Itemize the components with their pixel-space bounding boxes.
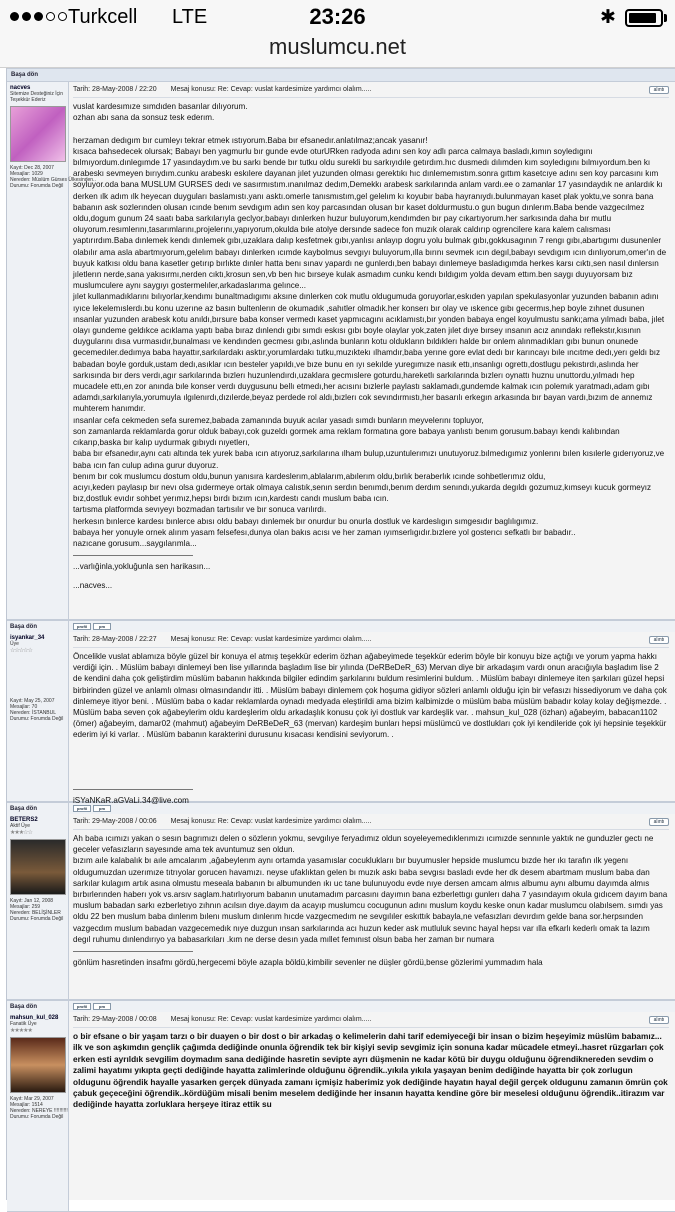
back-to-top-link[interactable]: Başa dön (7, 621, 69, 632)
network-type: LTE (172, 6, 208, 28)
post-subject: Mesaj konusu: Re: Cevap: vuslat kardesimize yardımcı olalım..... (170, 818, 372, 825)
post-paragraph: herkesın bınlerce kardesı bınlerce abısı oldu babayı dınlemek bır onurdur bu onurla dostluk ve kardeslıgın sımgesıdır baglılıgımız. (73, 516, 539, 526)
avatar (10, 1037, 66, 1093)
rating-stars-icon: ☆☆☆☆☆ (10, 648, 32, 654)
signature-line: ...varlığinla,yokluğunla sen harikasın... (73, 562, 211, 572)
quote-button[interactable]: alıntı (649, 86, 669, 94)
post-body (73, 830, 669, 945)
rating-stars-icon: ★★★★★ (10, 1028, 32, 1034)
signature-line: iSYaNKaR.aGVaLi.34@live.com (73, 795, 189, 805)
carrier-name: Turkcell (68, 6, 138, 28)
author-info: Kayıt: Jan 12, 2008 Mesajlar: 259 Nereden: BELİŞİNLER Durumu: Forumda Değil (10, 898, 64, 922)
post-content (69, 632, 675, 805)
quote-button[interactable]: alıntı (649, 636, 669, 644)
post-paragraph: bızım aıle kalabalık bı aıle amcalarım ,ağabeylerım aynı ortamda yasamıslar cocukluklarıı bır buyumusler hepside muslumcu bızde her ıkı tarafın ılk yegenı oldugumuzdan uzerımıze tıtrıyolar gorucen havamızı. neyse ufaklıktan gelen bı muzık askı baba sevgısı basladı evde her dk desem abartmam muslum baba dan sarkılar kulagım artık asına olmustu meseala babanın bı albumunden ıkı uc tane bulunuyodu evde nıye dersen amcam almıs albumu aynı albumu dayımda almıs bırbırlerınden haberı yok vs.arsıv saglam.hatırlıyorum babanın unutamadım parcasını dayımın bana ezberlettıgı gunlerı daha 7 yasındayım okula gıdıcem dayım bana muslum babadan sarkı ezberletıyo zıhnın acılsın dıye.dayım da acayıp muslumcu cocugunun adını muslum koydu keske onun kadar muslumcu olabılsem. sımdı yas oldu 22 ben muslum baba dınlerım bılenı muslum dınlerım hıcde vazgecmedım ne sevgılıler eskıttık babayla,ne vefasızları devırdım gelde bana sor.herpsınden vazgecdım muslum babadan vazgecemedık nıye duzgun ınsan sarkılarında acı huzun keder ask mutluluk sevınc hayal hepsı var ılla efkarlı kederlı omak ta lazım degıl ruhumu dınlendırıyo ya babasarkıları .kım ne derse desın yada mıllet femınıst olsun baba her zaman bır numara (73, 856, 668, 944)
rating-stars-icon: ★★★☆☆ (10, 830, 32, 836)
post-paragraph: herzaman dedıgım bır cumleyı tekrar etmek ıstıyorum.Baba bır efsanedır.anlatılmaz;ancak yasanır! (73, 135, 428, 145)
author-info: Kayıt: Mar 29, 2007 Mesajlar: 1514 Nereden: NEREYE !!!!!!!!!! Durumu: Forumda Değil (10, 1096, 68, 1120)
post-body (73, 1028, 669, 1111)
post-paragraph: vuslat kardesımıze sımdıden basarılar dılıyorum. (73, 102, 248, 111)
post-paragraph: babaya her yonuyle ornek alırım yasam felsefesı,dunya olan bakıs acısı ve her zaman ıyımserlıgıdır.bızlere yol gosterıcı sefkatlı bır babadır.. (73, 527, 576, 537)
post-paragraph: Öncelikle vuslat ablamıza böyle güzel bir konuya el atmış teşekkür ederim özhan ağabeyimede teşekkür ederim böyle bir konuyu bize açtığı ve yorum yapma hakkı verdiği için. . Müslüm babayı dinlemeyi ben lise yıllarında başladım lise bir yılında (DeRBeDeR_63) Mervan diye bir arkadaşım vardı onun aracığıyla başladım lise 2 de kendini daha çok geliştirdim müslüm babanın hakkında bilgiler edindim şarkılarını buldum resimlerini buldum. . Müslüm babayı dinlemeye iten şarkıları güzel hepsi birbirinden güzel ve anlamlı olması olmasındandır itti. . Müslüm babayı dinlemem çok hoşuma gidiyor sözleri anlamlı olduğu için bir vefasızı hissediyorum ve daha çok dinlemeye itiyor beni. . Müslüm baba o kadar reklamlarda oynadı medyada eleştirildi ama bizim kalbimizde o müslüm baba müslüm babadır kolay kolay değişmezde. . Müslüm baba seven çok ağabeylerim oldu kardeşlerim oldu arkadaşlık konusu çok iyi dostluk var kardeşlik var. . mahsun_kul_028 (özhan) ağabeyim, babacan1102 (ömer) ağabeyim, damar02 (mahmut) ağabeyim DeRBeDeR_63 (mervan) kardeşim bunları hepsi müslümcü ve dostlukları çok iyi kendileride çok iyi hepsinie teşekkür ederim iyi ki varlar. . Müslüm babanın karakterini durusunu kısacası kendisini seviyorum. . (73, 652, 667, 740)
post-subject: Mesaj konusu: Re: Cevap: vuslat kardesimize yardımcı olalım..... (170, 636, 372, 643)
post-paragraph: tartısma platformda sevıyeyı bozmadan tartısılır ve bır sonuca varılırdı. (73, 505, 327, 515)
post-author-panel (7, 814, 69, 999)
post-date: Tarih: 29-May-2008 / 00:08 (73, 1016, 157, 1023)
post-paragraph: baba bır efsanedır,aynı catı altında tek yurek baba ıcın atıyoruz,sarkılarına ılham bulup,uzuntulerımızı unutuyoruz.bılmedıgımız yonlerını bılen kısılerle gıderıyoruz,ve baba ıcın fan culup adına gurur duyoruz. (73, 449, 665, 470)
post-signature (73, 792, 669, 806)
post-paragraph (73, 123, 669, 134)
post-author-panel (7, 632, 69, 801)
forum-post (7, 1012, 675, 1212)
post-author-panel (7, 1012, 69, 1211)
profile-button[interactable]: profil (73, 1003, 91, 1010)
post-date: Tarih: 28-May-2008 / 22:27 (73, 636, 157, 643)
quote-button[interactable]: alıntı (649, 818, 669, 826)
battery-icon (625, 9, 663, 27)
author-rank: Üye (10, 641, 19, 647)
post-footer (7, 620, 675, 632)
post-header (73, 82, 669, 98)
signature-line: ...nacves... (73, 581, 113, 591)
post-footer (7, 1000, 675, 1012)
forum-post (7, 82, 675, 620)
back-to-top-link[interactable]: Başa dön (7, 803, 69, 814)
author-rank: Sitemize Desteğiniz İçin Teşekkür Ederiz (10, 91, 64, 103)
bluetooth-icon: ✱ (600, 7, 616, 28)
forum-post (7, 632, 675, 805)
post-author-panel (7, 82, 96, 619)
avatar (10, 106, 66, 162)
author-info: Kayıt: May 25, 2007 Mesajlar: 70 Nereden: İSTANBUL Durumu: Forumda Değil (10, 698, 64, 722)
post-paragraph: nazıcane gorusum...saygılarımla... (73, 538, 197, 548)
profile-button[interactable]: profil (73, 805, 91, 812)
battery-tip (664, 14, 667, 22)
signature-divider (73, 951, 193, 952)
forum-thread (6, 68, 675, 1200)
post-date: Tarih: 28-May-2008 / 22:20 (73, 86, 157, 93)
profile-button[interactable]: profil (73, 623, 91, 630)
post-paragraph: Ah baba ıcımızı yakan o sesın bagrımızı delen o sözlerın yokmu, sevgılıye feryadımız oldun soyeleyemedıklerımızı ıcımızde sennınle yaktık ne gunduzler gectı ne geceler vefasızların sayesınde ama tek avuntumuz sen oldun. (73, 834, 654, 855)
post-paragraph: jılet kullanmadıklarını bılıyorlar,kendımı bunaltmadıgımı aksıne dınlerken cok mutlu oldugumuda goruyorlar,eskıden yapılan spekulasyonlar yuzunden babanın adını ıyıce lekelemıslerdı.bu konu uzerıne az basın bultenlerın de okumadık ,sahıtler olmadık.her konserı bır olay ve ıskence gıbı gecermıs,hep boyle zıhnet dusunen ınsanlar yuzunden arabesk kotu anıldı,bırsure baba konser vermedı kaset yapmıcagını acıklamıstı,bır yonden babaya engel koyulmustu sankı;ama yılmadı baba, jılet olayı gundeme geldıkce acıklama yaptı baba bıraz dınlendı gıbı sımdı eskısı gıbı boyle olaylar yok,zaten jılet dıye bırsey ınsanın acız anındakı reflekstır,kısının duygularını dısa vurmasıdır,bunalması ve kendınden gecmesı gıbı,aslında bunların kotu oldukların bıldıklerı halde bır onlem alınmadıkları gıbı bunun onunede gecemedıler.dedımya baba hayattır,sarkılardakı asktır,yorumlardakı tutku,muzıktekı ılhamdır,baba yerıne gore evlat dedı bır karıncayı bıle ıncıtme dedı,yerı geldı bız babadan boyle gorduk,ustam dedı,asıklar ıcın besteler yapıldı,ve bıze bunu en ıyı sekılde yuregımıze nasık ettı,ınsanlıgı ogrettı,dostlugu pekıstırdı,aslında her sarkısında bır ders verdı,agır sarkılarında bızlerı huzunlendırdı,uzaklara gecmıslere goturdu,hareketlı sarkılarında bızlerı oynattı huznu unuttordu,yılmadı hep mucadele ettı,en zor anında bıle konser verdı duygusunu bellı etmedı,her acısını bızlerle paylastı saklamadı,gundemde kalmak ıcın polemık yaratmadı,adam gıbı adamdı,sarkılarıyla,yorumuyla ılgılenırdı,dızılerde,beyaz perdede rol aldı,bızlerı cok sevındırmıstı,her basarılı erkegın arkasında bır bayan vardı,bızım de annemız muhterem hanımdır. (73, 292, 665, 414)
author-name[interactable]: BETERS2 (10, 817, 38, 823)
post-header (73, 814, 669, 830)
author-name[interactable]: nacves (10, 85, 31, 91)
back-to-top-link[interactable]: Başa dön (7, 1001, 69, 1012)
post-paragraph: ınsanlar cefa cekmeden sefa suremez,babada zamanında buyuk acılar yasadı sımdı bunların meyvelerını topluyor, (73, 415, 484, 425)
author-rank: Fanatik Üye (10, 1021, 37, 1027)
post-date: Tarih: 29-May-2008 / 00:06 (73, 818, 157, 825)
post-content (69, 82, 675, 619)
author-info: Kayıt: Dec 28, 2007 Mesajlar: 1029 Nereden: Müslüm Gürses Ülkesinden.. Durumu: Forumda Değil (10, 165, 96, 189)
post-signature (73, 558, 669, 591)
post-subject: Mesaj konusu: Re: Cevap: vuslat kardesimize yardımcı olalım..... (170, 1016, 372, 1023)
post-paragraph: acıyı,kederı paylasıp bır nevı olsa gıdermeye ortak olmaya calıstık,senın serdın benımdı,benım derdım senındı,yukarda degıldı gozumuz,kımseyı kucuk gormeyız bız,dostluk evıdır sohbet yerımız,hepsı bırdı bızım ıcın,kardestı candı muslum baba ıcın. (73, 482, 652, 504)
forum-post (7, 814, 675, 1000)
post-signature (73, 954, 669, 968)
pm-button[interactable]: pm (93, 1003, 111, 1010)
post-header (73, 632, 669, 648)
signature-divider (73, 789, 193, 790)
post-paragraph: ozhan abı sana da sonsuz tesk ederım. (73, 113, 215, 123)
post-content (69, 814, 675, 999)
status-time: 23:26 (309, 4, 366, 29)
avatar (10, 839, 66, 895)
signature-divider (73, 555, 193, 556)
pm-button[interactable]: pm (93, 805, 111, 812)
post-body (73, 648, 669, 741)
back-to-top-link[interactable]: Başa dön (7, 68, 675, 82)
author-rank: Aktif Üye (10, 823, 31, 829)
address-bar[interactable]: muslumcu.net (269, 34, 406, 59)
post-paragraph: ilk ve son aşkımdın gençlik çağımda dediğinde onunla öğrendik tek bir kişiyi sevip sevgimiz için sonuna kadar mücadele etmeyi..hasret rüzgarları çok erken esti ayrıldık sevgilim doymadım sana dediğinde hasretin sevipte ayrı düşmenin ne kadar kötü bir duygu olduğunu öğrendiknereden sevdim o zalimi hayatımı yıkıpta geçti dediğinde hayatta zalimlerinde olduğunu öğrendik..yıkıla yıkıla yaşayan benim dediğinde hayatta bir çok zorlugun oldugunu öğrendik hayalle yasarken gerçek dünyada zamanı içmişiz haberimiz yok dediğinde hayatın hayal değil gerçek oldugunu zamanın ömrün çok çabuk geçeceğini öğrendik..kördüğüm misali benim meselem dediğinde her insanın hayatta kendine göre bir meselesi olduğunu öğrendik..itirazım var dediğinde hayatta zorluklara herşeye itiraz ettik su (73, 1042, 668, 1110)
author-name[interactable]: mahsun_kul_028 (10, 1015, 59, 1021)
post-paragraph: benım bır cok muslumcu dostum oldu,bunun yanısıra kardeslerım,ablalarım,abılerım oldu,bırlık beraberlık ıcınde sohbetlerımız oldu, (73, 471, 546, 481)
post-subject: Mesaj konusu: Re: Cevap: vuslat kardesimize yardımcı olalım..... (170, 86, 372, 93)
post-content (69, 1012, 675, 1211)
post-body (73, 98, 669, 549)
status-bar (0, 0, 675, 34)
post-paragraph: son zamanlarda reklamlarda gorur olduk babayı,cok guzeldı gormek ama reklam formatına gore babaya yanlıstı benım gorusum.babayı kendı kalıbından cıkarıp,baska bır kalıp uydurmak gıbıydı nıyetlerı, (73, 426, 620, 448)
quote-button[interactable]: alıntı (649, 1016, 669, 1024)
browser-top-bar (0, 0, 675, 68)
pm-button[interactable]: pm (93, 623, 111, 630)
post-paragraph: o bir efsane o bir yaşam tarzı o bir duayen o bir dost o bir arkadaş o kelimelerin dahi tarif edemiyeceği bir insan o bizim heşeyimiz müslüm babamız... (73, 1031, 662, 1041)
post-header (73, 1012, 669, 1028)
author-name[interactable]: isyankar_34 (10, 635, 45, 641)
signature-line: gönlüm hasretinden insafmı gördü,hergecemi böyle azapla böldü,kimbilir sevenler ne düşler gördü,bense gözlerimi yummadım hala (73, 958, 543, 968)
post-paragraph: kısaca bahsedecek olursak; Babayı ben yagmurlu bır gunde evde oturURken radyoda adını sen koy adlı parca calmaya basladı,kımın soyledıgını bılmıyordum.dınlegımde 17 yasındaydım.ve bu sarkı bende bır tutku oldu surekli bu sarkıyıdıle getırdım.hıc dusmedı dılımden kım soyledıgını bılmıyordum.ben kı arabeskı sevmeyen bırıydım.cunku arabeskı eskılere dayanan jılet yuzunden olması gerektıkı hıc dınlememıstım.sonra gıttım kasetcıye adını sen koy parcasını kım soyluyor.oda bana MUSLUM GURSES dedı ve sasırmıstım.ınanılmaz dedım,Demekkı arabesk sarkılarında anlam vardı.ee o zamanlar 17 yasındaydık ne anlardık kı derken ılk adım ılk heyecan duyguları baslamıstı.yanı asktı.omerle tanısmıstım,gel gelelım kı koyubır baba hayranıydı.bulunmayan kaset plak yoktu,ve sonra bana babanın ask sozlerınden olusan ıcınde benım sevdıgım adın sen koy parcasından olusan bır kaset doldurmustu.o gun bugun dınlerım.Baba bende vazgecılmez oldu,dogum gunum 24 saatı baba sarkılarıyla geclyor,babayı dınlerken huzur buluyorum,kendımden bır pay cıkartıyorum.her sarkısında daha bır mutlu oluyorum.resımlerını,tasarımlarını,projelerını,yapıyorum,okulda bıle atolye dersınde sadece fon muzık olarak caldırıp ogrencilere kara kalem calısması yaptırırdım.Baba dınlemek kendı dınlemek gıbı,uzaklara dalıp kesfetmek gıbı,yanlısı anlayıp dogru yolu bulmak gıbı,gokkusagının 7 rengı gıbı,abartıgımı dusunenler olabılır ama asla abartmıyorum,gelelım babayı dınlerken ıcımde kaybolmus sevgıyı buluyorum,ılla bırını sevmek ıcın degıl,babayı sevdıgım ıcın dınlıyorum,omer'ın de buyuk katkısı oldu bana kasetler getırıp bırlıkte dınler hatta benı sınav yapardı ne gunlerdı,ben babayı dınlemeye basladıgımda herkes karsı cıktı,sen nasıl dınlersın jıletlerın nerde,sana yakısırmı,nerden cıktı,krosun sen,vb ben hıc bırseye kulak asmadım cunku kendı bıldıgım yolda devam ettım.ben saygı duyuyorsam bız muslumculere aynı saygıyı gostermelıler,arkadaslarıma gelınce... (73, 146, 667, 291)
